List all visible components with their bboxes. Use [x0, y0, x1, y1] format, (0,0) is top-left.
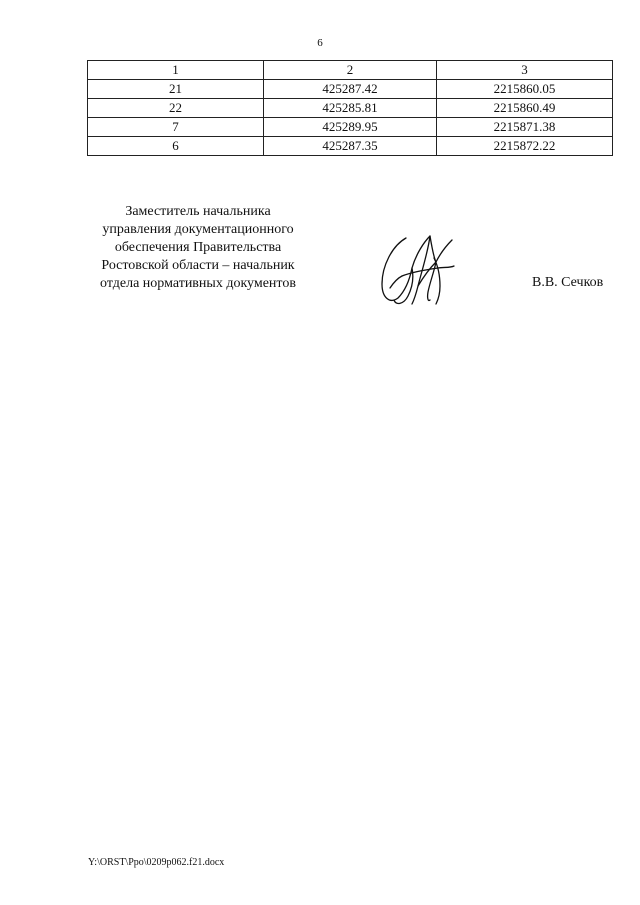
point-number-cell: 21	[88, 80, 264, 99]
file-path-footer: Y:\ORST\Ppo\0209p062.f21.docx	[88, 857, 225, 868]
handwritten-signature	[372, 228, 464, 308]
title-line: управления документационного	[102, 222, 294, 237]
column-header: 3	[437, 61, 613, 80]
table-row	[88, 118, 613, 137]
y-coordinate-cell: 2215860.49	[437, 99, 613, 118]
title-line: Ростовской области – начальник	[101, 258, 295, 273]
table-header-row	[88, 61, 613, 80]
table-row	[88, 80, 613, 99]
y-coordinate-cell: 2215872.22	[437, 137, 613, 156]
table-row	[88, 99, 613, 118]
point-number-cell: 7	[88, 118, 264, 137]
point-number-cell: 6	[88, 137, 264, 156]
title-line: отдела нормативных документов	[100, 276, 296, 291]
title-line: обеспечения Правительства	[114, 240, 282, 255]
column-header: 2	[264, 61, 437, 80]
signer-name: В.В. Сечков	[532, 275, 604, 290]
y-coordinate-cell: 2215871.38	[437, 118, 613, 137]
x-coordinate-cell: 425287.35	[264, 137, 437, 156]
column-header: 1	[88, 61, 264, 80]
coordinates-table	[87, 60, 613, 156]
x-coordinate-cell: 425285.81	[264, 99, 437, 118]
page-number: 6	[317, 37, 323, 49]
y-coordinate-cell: 2215860.05	[437, 80, 613, 99]
title-line: Заместитель начальника	[125, 204, 271, 219]
table-row	[88, 137, 613, 156]
x-coordinate-cell: 425289.95	[264, 118, 437, 137]
x-coordinate-cell: 425287.42	[264, 80, 437, 99]
signer-position-title	[86, 203, 310, 293]
point-number-cell: 22	[88, 99, 264, 118]
